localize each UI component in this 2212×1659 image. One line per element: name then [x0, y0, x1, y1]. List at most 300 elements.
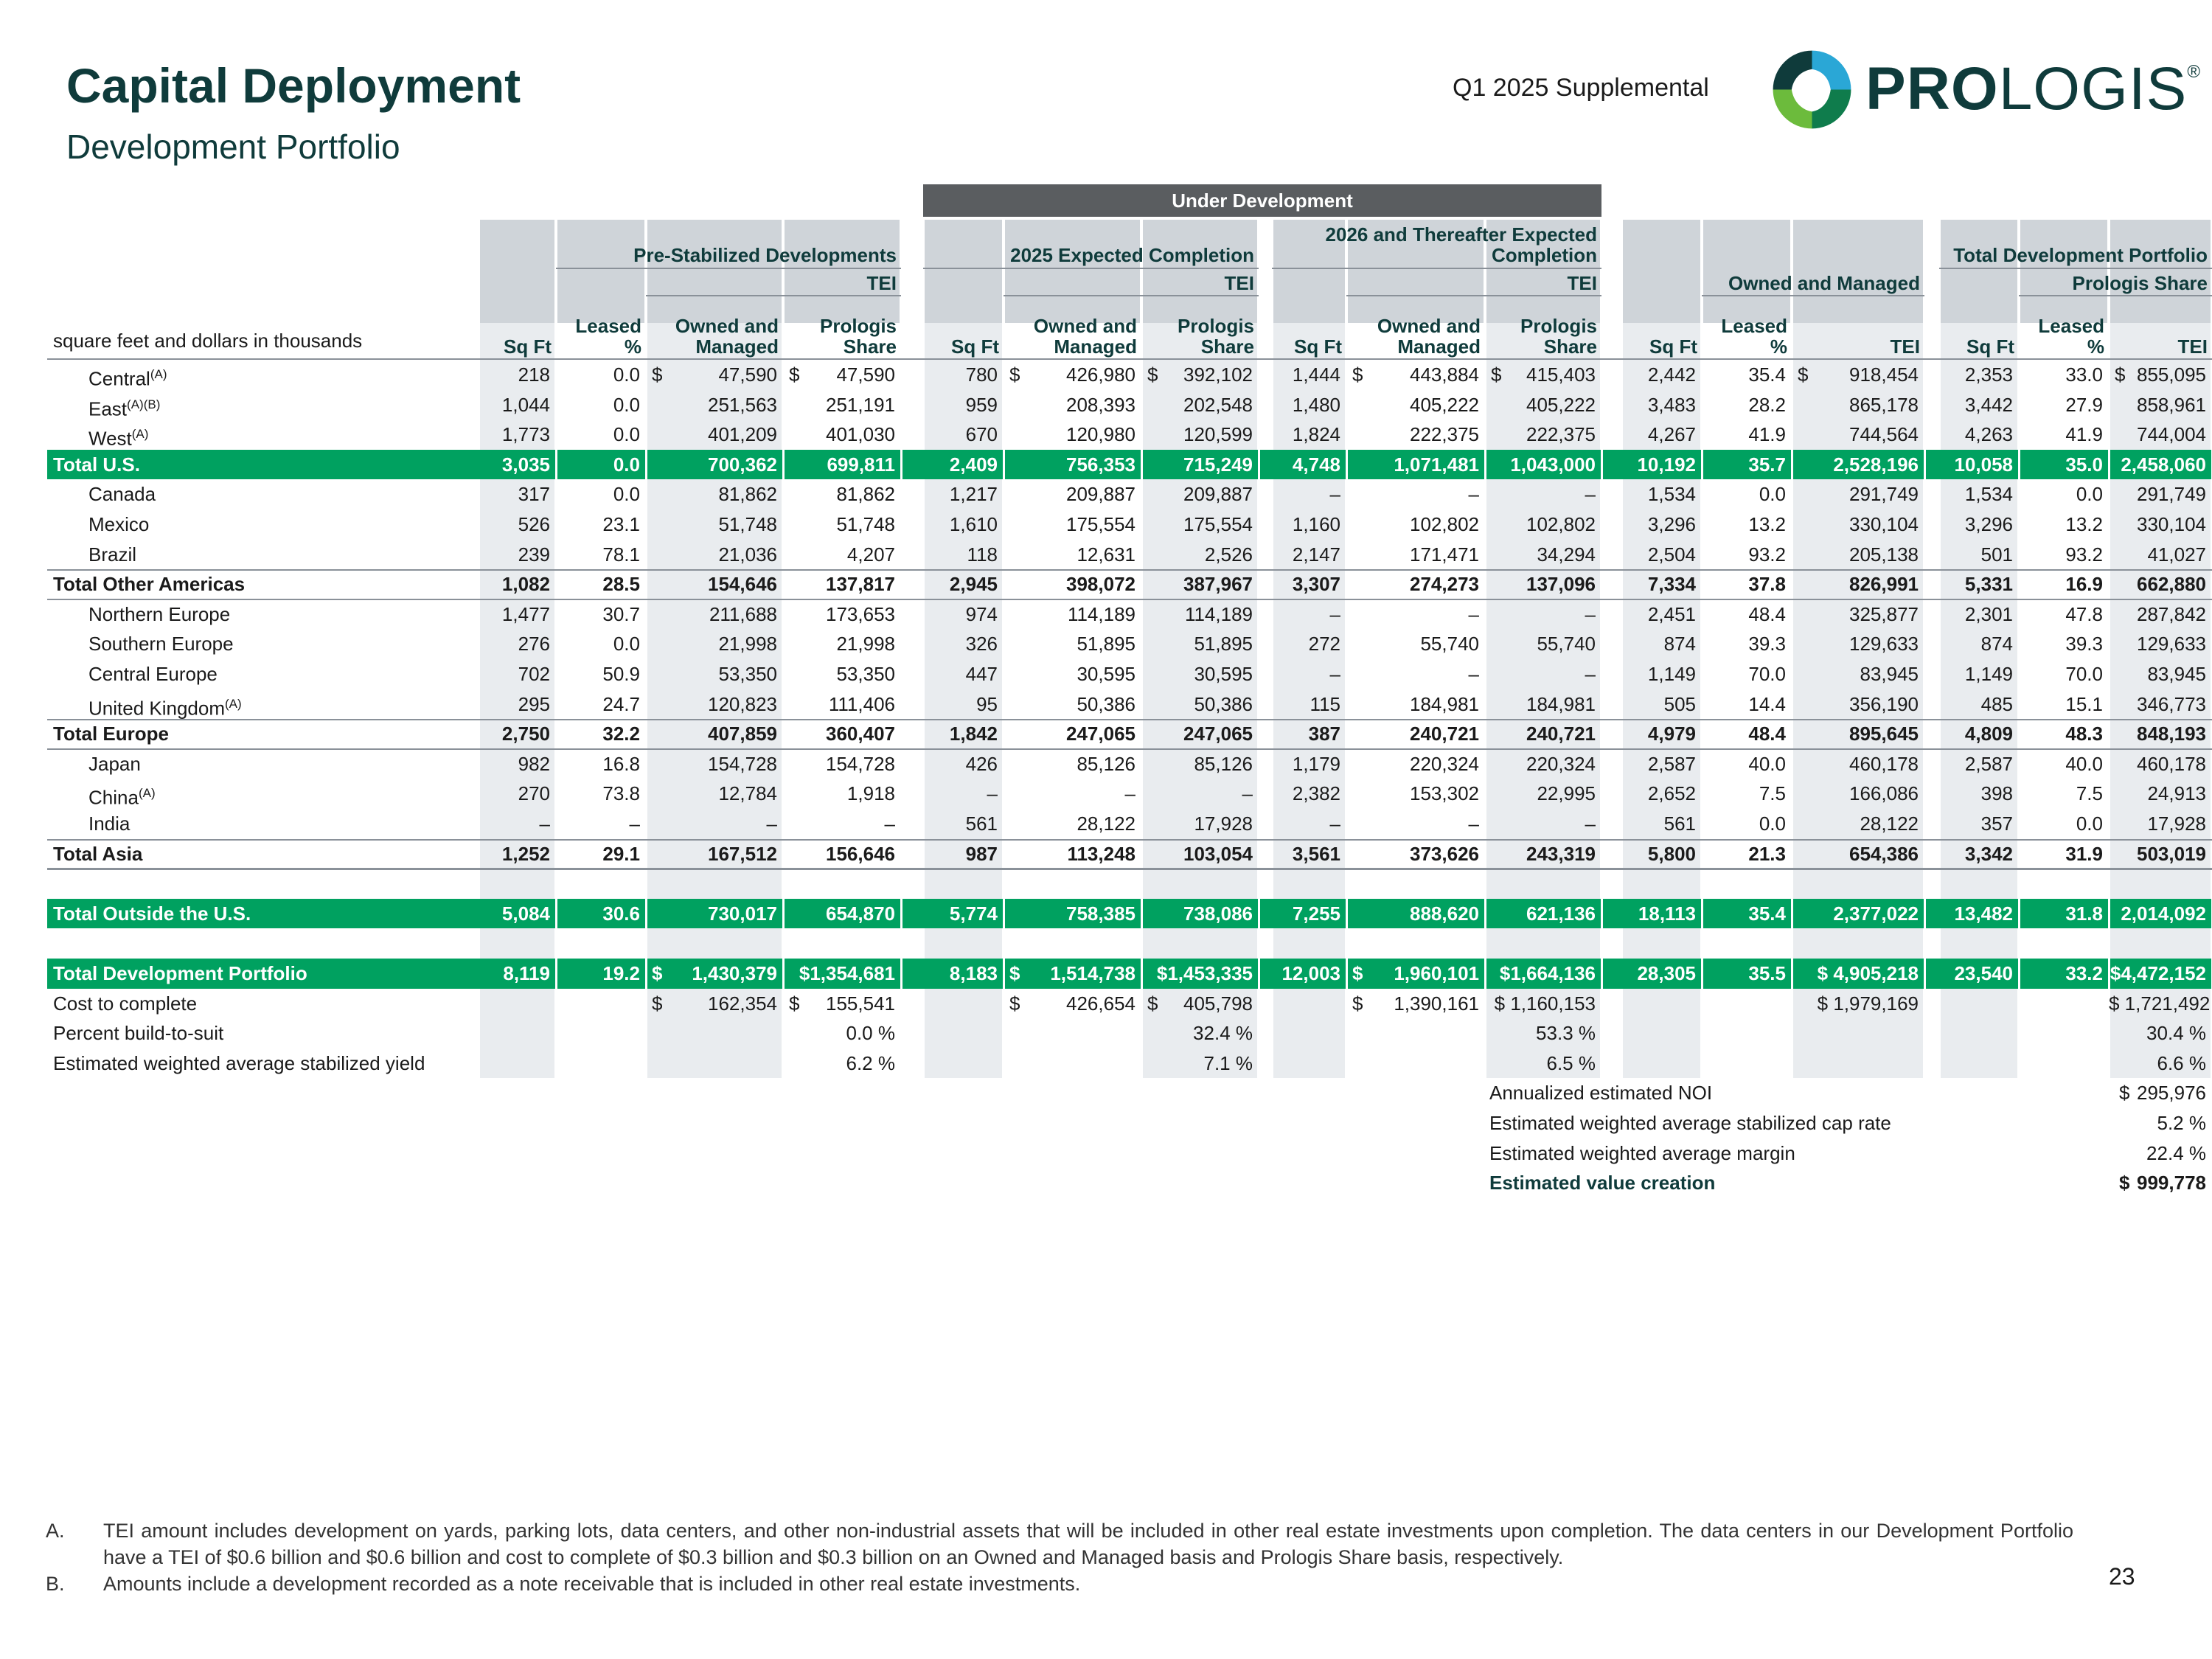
table-cell: 175,554: [1066, 513, 1135, 535]
column-header: TEI: [1890, 335, 1920, 358]
table-cell: 15.1: [2065, 692, 2103, 715]
table-cell: 1,082: [501, 573, 550, 596]
row-label: [88, 514, 149, 536]
table-cell: 398: [1980, 782, 2013, 805]
table-cell: 503,019: [2137, 842, 2206, 865]
table-cell: 115: [1310, 692, 1340, 715]
table-cell: 2,147: [1292, 543, 1340, 566]
table-cell: 129,633: [1849, 633, 1919, 655]
table-cell: 33.0: [2065, 364, 2103, 386]
table-cell: 102,802: [1526, 513, 1596, 535]
tei-2026: TEI: [1567, 272, 1597, 294]
table-cell: 874: [1663, 633, 1696, 655]
table-cell: 47,590: [836, 364, 895, 386]
table-cell: 167,512: [708, 842, 777, 865]
row-label: [88, 664, 218, 686]
column-header: Owned and Managed: [675, 315, 779, 358]
table-cell: 401,209: [708, 423, 777, 446]
footnote-ref: (A): [138, 786, 156, 801]
table-cell: 405,798: [1183, 992, 1253, 1015]
table-cell: 51,748: [718, 513, 777, 535]
table-cell: 51,895: [1077, 633, 1135, 655]
table-cell: 85,126: [1194, 752, 1253, 775]
row-label-text: Cost to complete: [53, 992, 198, 1015]
table-cell: 41.9: [1748, 423, 1786, 446]
table-cell: 243,319: [1526, 842, 1596, 865]
table-cell: 2,451: [1647, 602, 1696, 625]
table-cell: 699,811: [827, 453, 895, 476]
table-cell: 211,688: [709, 602, 777, 625]
table-cell: 35.5: [1748, 962, 1786, 984]
table-cell: 2,652: [1647, 782, 1696, 805]
column-header: Prologis Share: [1177, 315, 1254, 358]
dollar-sign: $: [652, 992, 663, 1015]
table-cell: 982: [518, 752, 550, 775]
table-cell: –: [1329, 663, 1340, 685]
table-cell: 2,458,060: [2121, 453, 2206, 476]
table-cell: –: [539, 813, 550, 835]
table-cell: 81,862: [836, 483, 895, 506]
table-cell: 7,255: [1292, 902, 1340, 925]
row-label: [88, 394, 161, 420]
row-rule: [47, 569, 2212, 571]
table-cell: 447: [965, 663, 998, 685]
row-label-text: Brazil: [88, 543, 137, 566]
table-cell: 5,084: [501, 902, 550, 925]
table-cell: 8,119: [503, 962, 550, 984]
footnote-a: A. TEI amount includes development on yards, parking lots, data centers, and other non-industrial assets that will be included in other real estate investments upon completion. The data centers in our Development Portfolio have a TEI of $0.6 billion and $0.6 billion and cost to complete of $0.3 billion and $0.3 billion on an Owned and Managed basis and Prologis Share basis, respectively.: [46, 1520, 2073, 1568]
table-cell: 12,784: [718, 782, 777, 805]
table-cell: 0.0: [2076, 813, 2103, 835]
table-cell: –: [1585, 813, 1596, 835]
table-cell: 95: [976, 692, 998, 715]
table-cell: 156,646: [826, 842, 895, 865]
table-cell: 55,740: [1420, 633, 1479, 655]
row-rule: [47, 869, 2212, 870]
table-cell: 118: [967, 543, 998, 566]
row-label: [88, 544, 136, 566]
table-cell: 272: [1308, 633, 1340, 655]
row-label-text: United Kingdom: [88, 697, 225, 720]
table-cell: 10,192: [1637, 453, 1696, 476]
table-cell: 22,995: [1537, 782, 1596, 805]
table-cell: 738,086: [1183, 902, 1253, 925]
table-cell: –: [987, 782, 998, 805]
table-cell: 137,817: [826, 573, 895, 596]
column-header: Leased %: [2038, 315, 2104, 358]
column-header: Leased %: [575, 315, 641, 358]
column-header: Sq Ft: [1966, 335, 2014, 358]
table-cell: –: [1468, 663, 1479, 685]
table-cell: 0.0 %: [846, 1022, 895, 1045]
table-cell: 3,307: [1292, 573, 1340, 596]
row-label: [88, 783, 156, 810]
header-rule: [1004, 295, 1259, 296]
table-cell: 32.4 %: [1193, 1022, 1253, 1045]
summary-value: 295,976: [2137, 1082, 2206, 1105]
table-cell: 2,528,196: [1833, 453, 1919, 476]
table-cell: 13.2: [2065, 513, 2103, 535]
table-cell: 28.2: [1748, 393, 1786, 416]
table-cell: 662,880: [2137, 573, 2206, 596]
table-cell: 4,267: [1647, 423, 1696, 446]
table-cell: 702: [518, 663, 550, 685]
row-label-text: India: [88, 813, 131, 835]
table-cell: –: [1468, 813, 1479, 835]
table-cell: 220,324: [1526, 752, 1596, 775]
table-cell: 291,749: [2137, 483, 2206, 506]
table-cell: 1,149: [1647, 663, 1696, 685]
table-cell: 1,534: [1964, 483, 2013, 506]
table-cell: 222,375: [1410, 423, 1479, 446]
table-cell: 270: [518, 782, 550, 805]
table-cell: 48.4: [1748, 602, 1786, 625]
table-cell: –: [1585, 663, 1596, 685]
table-cell: 3,342: [1964, 842, 2013, 865]
table-cell: 959: [965, 393, 998, 416]
header-rule: [1272, 268, 1601, 269]
table-cell: 3,483: [1647, 393, 1696, 416]
table-cell: 3,035: [501, 453, 550, 476]
table-cell: 387: [1308, 723, 1340, 745]
column-header: Sq Ft: [1294, 335, 1342, 358]
table-cell: 3,296: [1647, 513, 1696, 535]
table-cell: 24.7: [602, 692, 640, 715]
header-rule: [1702, 295, 1924, 296]
summary-dollar: $: [2119, 1172, 2130, 1194]
table-cell: 295: [518, 692, 550, 715]
table-cell: 251,191: [826, 393, 895, 416]
table-cell: 33.2: [2065, 962, 2103, 984]
table-cell: 24,913: [2147, 782, 2206, 805]
table-cell: 276: [518, 633, 550, 655]
summary-label: Annualized estimated NOI: [1489, 1082, 1713, 1105]
table-cell: 120,823: [708, 692, 777, 715]
table-cell: 40.0: [2065, 752, 2103, 775]
units-label: square feet and dollars in thousands: [53, 330, 363, 352]
row-label: [88, 813, 130, 835]
table-cell: 0.0: [1759, 483, 1786, 506]
table-cell: 6.2 %: [846, 1051, 895, 1074]
row-label: [53, 844, 142, 866]
table-cell: 53,350: [718, 663, 777, 685]
row-label-text: Total Other Americas: [53, 573, 246, 596]
dollar-sign: $: [1352, 992, 1363, 1015]
table-cell: –: [1124, 782, 1135, 805]
table-cell: 35.0: [2065, 453, 2103, 476]
table-cell: 247,065: [1183, 723, 1253, 745]
table-cell: 7,334: [1647, 573, 1696, 596]
table-cell: 974: [965, 602, 998, 625]
table-cell: 218: [518, 364, 550, 386]
table-cell: $1,453,335: [1156, 962, 1253, 984]
table-cell: 398,072: [1066, 573, 1135, 596]
table-cell: 5,331: [1964, 573, 2013, 596]
table-cell: 48.4: [1748, 723, 1786, 745]
table-cell: $ 4,905,218: [1817, 962, 1919, 984]
table-cell: 34,294: [1537, 543, 1596, 566]
column-header: Owned and Managed: [1377, 315, 1481, 358]
row-label-text: Central: [88, 367, 150, 390]
table-cell: 874: [1980, 633, 2013, 655]
header-rule: [646, 295, 901, 296]
table-cell: 85,126: [1077, 752, 1135, 775]
table-cell: 220,324: [1410, 752, 1479, 775]
dollar-sign: $: [1352, 364, 1363, 386]
table-cell: 202,548: [1183, 393, 1253, 416]
table-cell: 291,749: [1849, 483, 1919, 506]
table-cell: 93.2: [1748, 543, 1786, 566]
table-cell: 175,554: [1183, 513, 1253, 535]
table-cell: $1,664,136: [1499, 962, 1596, 984]
development-portfolio-table: [47, 184, 2212, 1194]
row-label: [88, 694, 242, 720]
table-cell: 415,403: [1526, 364, 1596, 386]
table-cell: 239: [518, 543, 550, 566]
row-label: [53, 1053, 425, 1075]
prologis-share-header: Prologis Share: [2072, 272, 2208, 294]
header-shade: [1623, 220, 1700, 323]
row-label-text: Total U.S.: [53, 453, 140, 476]
table-cell: 137,096: [1526, 573, 1596, 596]
summary-value: 22.4 %: [2146, 1141, 2206, 1164]
table-cell: 895,645: [1849, 723, 1919, 745]
table-cell: 356,190: [1849, 692, 1919, 715]
table-cell: 2,587: [1647, 752, 1696, 775]
table-cell: $1,354,681: [799, 962, 895, 984]
table-cell: 17,928: [1194, 813, 1253, 835]
table-cell: 2,750: [501, 723, 550, 745]
table-cell: 987: [965, 842, 998, 865]
table-cell: 1,044: [501, 393, 550, 416]
table-cell: 3,561: [1292, 842, 1340, 865]
table-cell: 18,113: [1638, 902, 1696, 925]
table-cell: 28,122: [1860, 813, 1919, 835]
summary-label: Estimated weighted average margin: [1489, 1141, 1795, 1164]
table-cell: 7.1 %: [1203, 1051, 1253, 1074]
table-cell: 326: [965, 633, 998, 655]
table-cell: 30.4 %: [2146, 1022, 2206, 1045]
column-header: TEI: [2177, 335, 2208, 358]
table-cell: 171,471: [1410, 543, 1479, 566]
footnote-ref: (A): [131, 427, 149, 442]
row-label-text: Japan: [88, 752, 141, 775]
table-cell: 120,599: [1183, 423, 1253, 446]
header-rule: [556, 268, 901, 269]
table-cell: 407,859: [708, 723, 777, 745]
table-cell: 858,961: [2137, 393, 2206, 416]
table-cell: 744,004: [2137, 423, 2206, 446]
table-cell: 50.9: [602, 663, 640, 685]
table-cell: 23.1: [602, 513, 640, 535]
dollar-sign: $: [2115, 364, 2126, 386]
table-cell: 40.0: [1748, 752, 1786, 775]
dollar-sign: $: [1009, 962, 1020, 984]
table-cell: 240,721: [1410, 723, 1479, 745]
table-cell: 2,587: [1964, 752, 2013, 775]
table-cell: 17,928: [2147, 813, 2206, 835]
table-cell: 2,382: [1292, 782, 1340, 805]
row-label-text: Northern Europe: [88, 602, 231, 625]
table-cell: 21,998: [836, 633, 895, 655]
summary-value: 5.2 %: [2157, 1112, 2206, 1134]
table-cell: 1,480: [1292, 393, 1340, 416]
table-cell: 27.9: [2065, 393, 2103, 416]
prologis-logo: [1770, 44, 2202, 133]
under-development-header: Under Development: [923, 184, 1601, 217]
table-cell: –: [629, 813, 640, 835]
column-header: Sq Ft: [504, 335, 552, 358]
group-pre-stabilized: Pre-Stabilized Developments: [633, 244, 897, 266]
row-label: [53, 903, 251, 925]
column-header: Owned and Managed: [1033, 315, 1137, 358]
table-cell: 1,534: [1647, 483, 1696, 506]
table-cell: 35.4: [1748, 364, 1786, 386]
table-cell: 14.4: [1748, 692, 1786, 715]
table-cell: 2,301: [1964, 602, 2013, 625]
table-cell: 209,887: [1183, 483, 1253, 506]
row-label-text: Central Europe: [88, 663, 218, 685]
table-cell: 274,273: [1410, 573, 1479, 596]
table-cell: 505: [1663, 692, 1696, 715]
table-cell: 30,595: [1077, 663, 1135, 685]
summary-label: Estimated weighted average stabilized cap rate: [1489, 1112, 1891, 1134]
row-label-text: Canada: [88, 483, 156, 506]
summary-label: Estimated value creation: [1489, 1172, 1716, 1194]
table-cell: 6.5 %: [1546, 1051, 1596, 1074]
column-header: Leased %: [1721, 315, 1787, 358]
dollar-sign: $: [652, 364, 663, 386]
table-cell: 173,653: [826, 602, 895, 625]
table-cell: 16.8: [602, 752, 640, 775]
row-label: [53, 1023, 223, 1045]
table-cell: –: [1242, 782, 1253, 805]
row-label-text: China: [88, 787, 139, 810]
table-cell: 222,375: [1526, 423, 1596, 446]
table-cell: 401,030: [826, 423, 895, 446]
table-cell: 7.5: [1759, 782, 1786, 805]
table-cell: $ 1,979,169: [1817, 992, 1919, 1015]
supplemental-label: Q1 2025 Supplemental: [1453, 74, 1709, 102]
row-label-text: Mexico: [88, 513, 150, 535]
table-cell: 47,590: [718, 364, 777, 386]
table-cell: 4,809: [1964, 723, 2013, 745]
table-cell: 21,036: [718, 543, 777, 566]
table-cell: 1,773: [501, 423, 550, 446]
table-cell: 317: [518, 483, 550, 506]
table-cell: $4,472,152: [2110, 962, 2206, 984]
table-cell: 1,160: [1292, 513, 1340, 535]
table-cell: 346,773: [2137, 692, 2206, 715]
table-cell: 621,136: [1526, 902, 1596, 925]
table-cell: –: [884, 813, 895, 835]
row-label: [88, 633, 234, 655]
table-cell: 78.1: [602, 543, 640, 566]
table-cell: 55,740: [1537, 633, 1596, 655]
table-cell: 360,407: [826, 723, 895, 745]
table-cell: –: [1329, 602, 1340, 625]
table-cell: 31.8: [2065, 902, 2103, 925]
table-cell: 6.6 %: [2157, 1051, 2206, 1074]
row-label-text: Total Outside the U.S.: [53, 902, 251, 925]
table-cell: 166,086: [1849, 782, 1919, 805]
table-cell: 19.2: [602, 962, 640, 984]
table-cell: 0.0: [613, 364, 640, 386]
table-cell: 103,054: [1183, 842, 1253, 865]
table-cell: 865,178: [1849, 393, 1919, 416]
row-label-text: Total Europe: [53, 723, 169, 745]
row-label: [53, 574, 245, 596]
table-cell: 31.9: [2065, 842, 2103, 865]
table-cell: 41,027: [2147, 543, 2206, 566]
page-number: 23: [2109, 1563, 2135, 1590]
table-cell: 83,945: [2147, 663, 2206, 685]
column-header: Sq Ft: [951, 335, 999, 358]
table-cell: 4,263: [1964, 423, 2013, 446]
table-cell: 23,540: [1954, 962, 2013, 984]
table-cell: –: [1468, 483, 1479, 506]
row-label: [53, 723, 169, 745]
table-cell: 53,350: [836, 663, 895, 685]
table-cell: 39.3: [1748, 633, 1786, 655]
table-cell: 3,296: [1964, 513, 2013, 535]
table-cell: 0.0: [2076, 483, 2103, 506]
table-cell: 154,728: [708, 752, 777, 775]
table-cell: –: [1329, 813, 1340, 835]
footnote-ref: (A): [225, 696, 242, 711]
table-cell: 2,353: [1964, 364, 2013, 386]
row-rule: [47, 839, 2212, 841]
table-cell: 114,189: [1067, 602, 1135, 625]
table-cell: 120,980: [1066, 423, 1135, 446]
table-cell: 1,179: [1292, 752, 1340, 775]
table-cell: 443,884: [1410, 364, 1479, 386]
group-2026-expected: 2026 and Thereafter Expected Completion: [1325, 223, 1597, 266]
table-cell: 50,386: [1077, 692, 1135, 715]
table-cell: 654,386: [1849, 842, 1919, 865]
table-cell: 70.0: [2065, 663, 2103, 685]
row-rule: [47, 748, 2212, 750]
table-cell: 1,610: [949, 513, 998, 535]
table-cell: 29.1: [602, 842, 640, 865]
table-cell: 251,563: [708, 393, 777, 416]
footnote-b: B. Amounts include a development recorded as a note receivable that is included in other real estate investments.: [46, 1573, 1081, 1595]
table-cell: 208,393: [1066, 393, 1135, 416]
table-cell: 0.0: [613, 423, 640, 446]
dollar-sign: $: [1009, 364, 1020, 386]
table-cell: 83,945: [1860, 663, 1919, 685]
table-cell: $ 1,721,492: [2109, 992, 2211, 1015]
table-cell: 5,800: [1647, 842, 1696, 865]
table-cell: 10,058: [1954, 453, 2013, 476]
table-cell: 113,248: [1067, 842, 1135, 865]
dollar-sign: $: [1147, 992, 1158, 1015]
table-cell: 51,895: [1194, 633, 1253, 655]
table-cell: 21,998: [718, 633, 777, 655]
table-cell: 2,014,092: [2121, 902, 2206, 925]
table-cell: 1,430,379: [692, 962, 777, 984]
row-label-text: Southern Europe: [88, 633, 234, 655]
table-cell: 1,824: [1292, 423, 1340, 446]
tei-pre-stabilized: TEI: [866, 272, 897, 294]
table-cell: 526: [518, 513, 550, 535]
table-cell: 1,444: [1292, 364, 1340, 386]
table-cell: 4,207: [846, 543, 895, 566]
table-cell: 325,877: [1849, 602, 1919, 625]
table-cell: 826,991: [1849, 573, 1919, 596]
group-total-development-portfolio: Total Development Portfolio: [1953, 244, 2208, 266]
table-cell: 0.0: [613, 393, 640, 416]
